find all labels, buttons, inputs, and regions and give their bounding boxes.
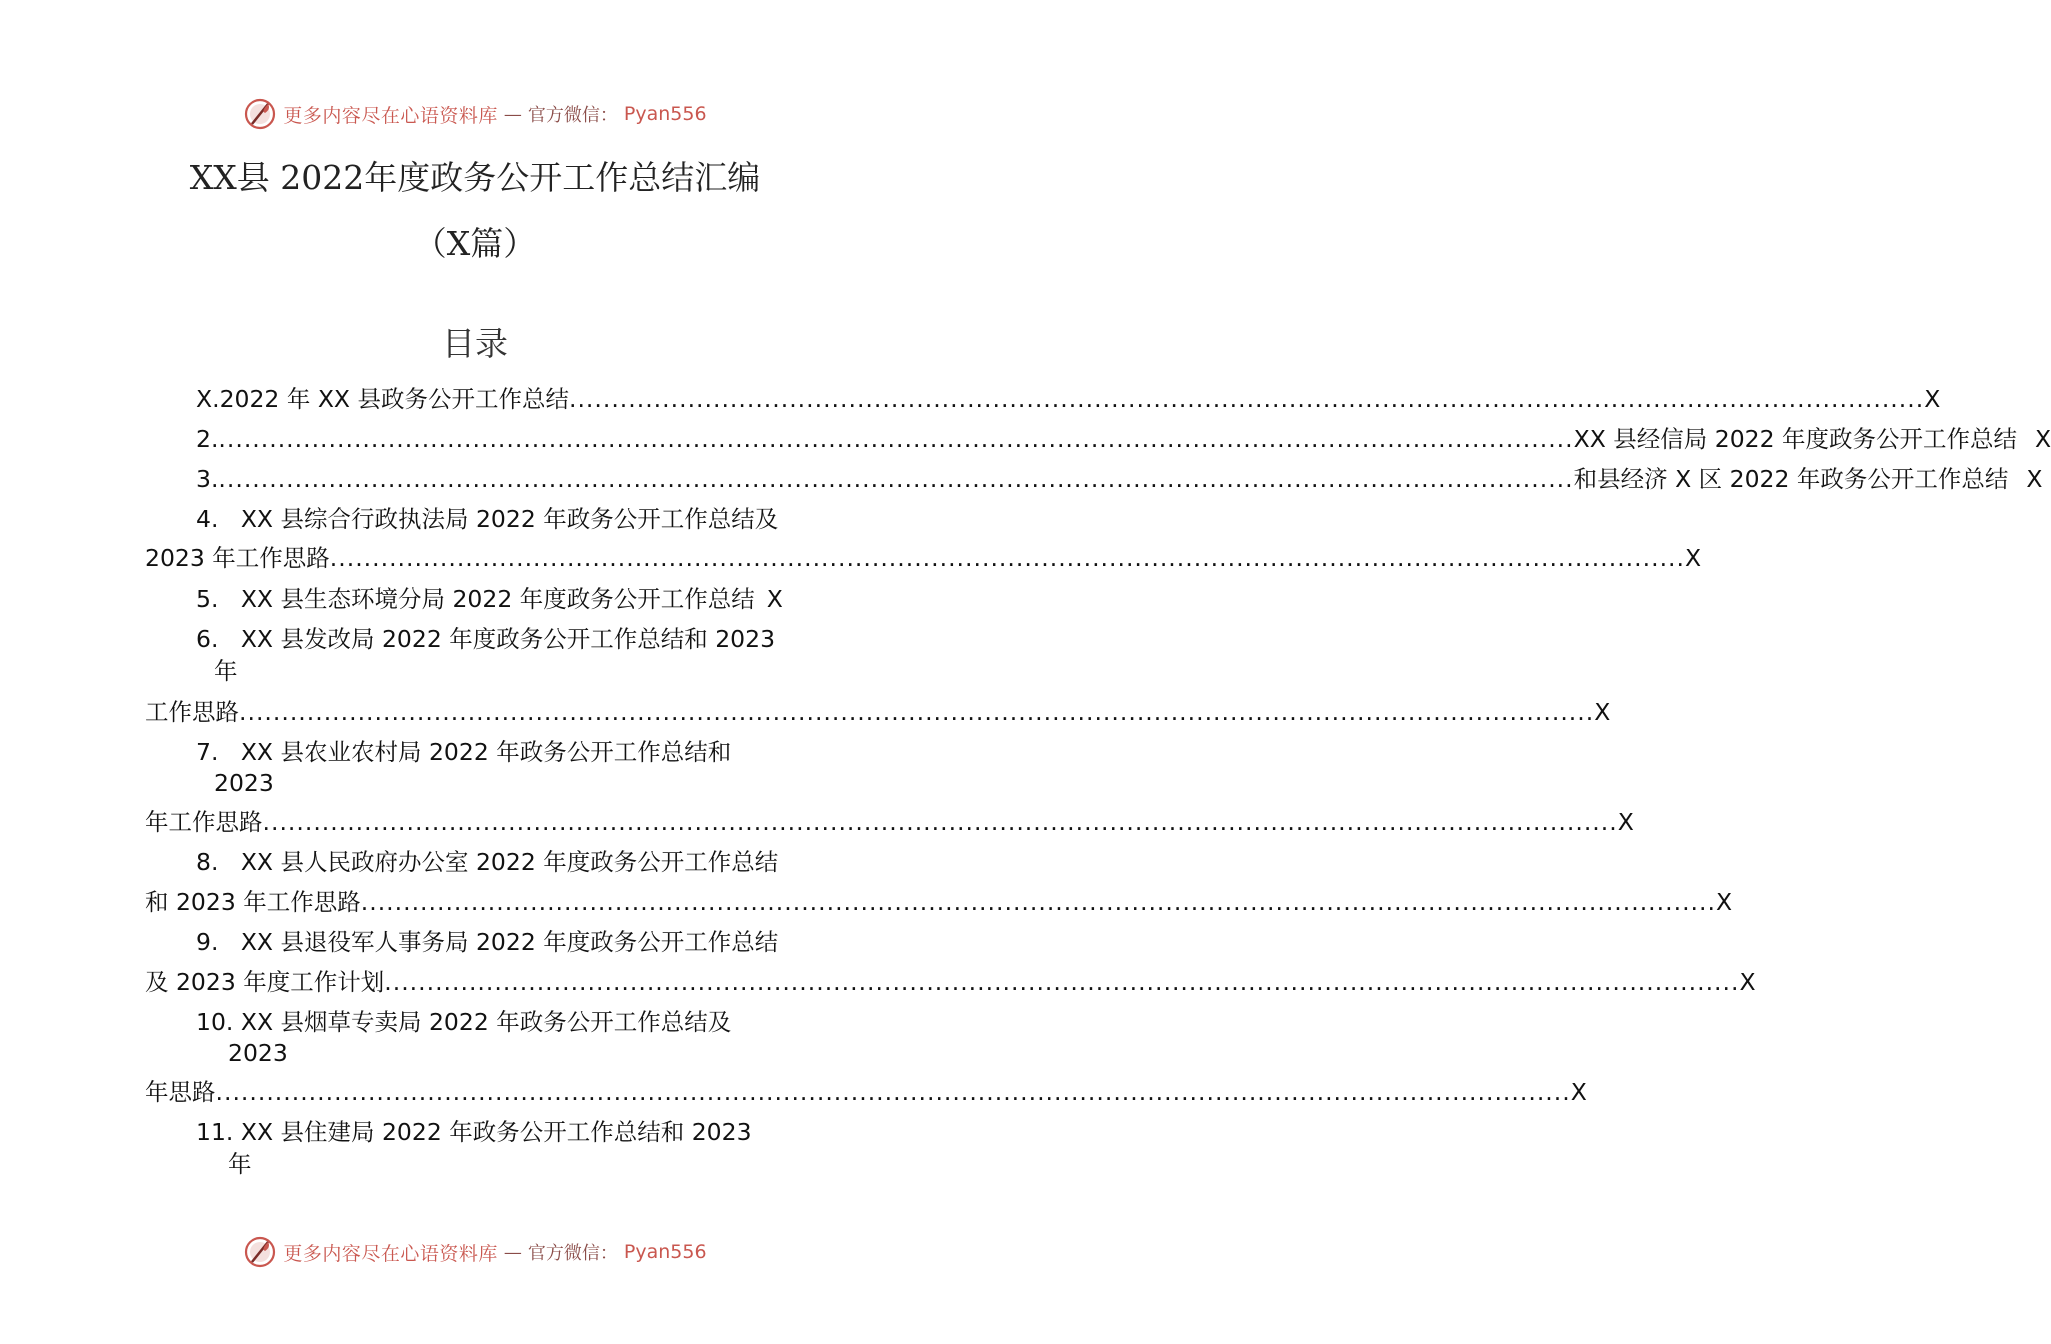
toc-page-number: X [2035, 425, 2051, 453]
toc-entry-text: 2023 年工作思路 [145, 544, 330, 572]
toc-entry-number: 2. [196, 425, 219, 453]
toc-entry-4-line2[interactable] [145, 543, 1702, 573]
toc-entry-text: XX 县经信局 2022 年度政务公开工作总结 [1573, 425, 2018, 453]
toc-page-number: X [766, 585, 783, 613]
toc-page-number: X [1617, 808, 1634, 836]
toc-heading: 目录 [442, 324, 508, 363]
watermark-dash: — [503, 103, 522, 125]
toc-leader-dots: ................................................................................................................................................................ [360, 888, 1716, 916]
document-title: XX县 2022年度政务公开工作总结汇编 [189, 158, 761, 197]
toc-page-number: X [1594, 698, 1611, 726]
toc-entry-6-line1[interactable]: 6. XX 县发改局 2022 年度政务公开工作总结和 2023 [196, 625, 776, 653]
toc-entry-5[interactable] [196, 584, 783, 614]
toc-entry-7-line2: 2023 [214, 769, 274, 797]
watermark-wechat-id: Pyan556 [623, 103, 707, 125]
toc-entry-text: 5. XX 县生态环境分局 2022 年度政务公开工作总结 [196, 585, 755, 613]
document-subtitle: （X篇） [413, 224, 537, 263]
toc-entry-10-line1[interactable]: 10. XX 县烟草专卖局 2022 年政务公开工作总结及 [196, 1008, 732, 1036]
watermark-wechat-label: 官方微信： [527, 1243, 618, 1264]
toc-entry-text: 年工作思路 [145, 808, 263, 836]
quill-logo-icon [243, 1235, 277, 1269]
toc-leader-dots: ................................................................................................................................................................ [218, 425, 1574, 453]
toc-entry-6-line2: 年 [214, 657, 238, 685]
toc-leader-dots: ................................................................................................................................................................ [384, 968, 1740, 996]
toc-entry-text: 年思路 [145, 1078, 216, 1106]
toc-entry-number: 3. [196, 465, 219, 493]
watermark-wechat-label: 官方微信： [527, 105, 618, 126]
toc-entry-11-line1[interactable]: 11. XX 县住建局 2022 年政务公开工作总结和 2023 [196, 1118, 752, 1146]
toc-entry-9-line2[interactable] [145, 967, 1756, 997]
toc-leader-dots: ................................................................................................................................................................ [218, 465, 1574, 493]
toc-entry-text: X.2022 年 XX 县政务公开工作总结 [196, 385, 569, 413]
toc-entry-text: 和县经济 X 区 2022 年政务公开工作总结 [1573, 465, 2009, 493]
toc-entry-10-line3[interactable] [145, 1077, 1587, 1107]
toc-page-number: X [1739, 968, 1756, 996]
toc-page-number: X [2026, 465, 2043, 493]
toc-leader-dots: ................................................................................................................................................................ [329, 544, 1685, 572]
toc-page-number: X [1924, 385, 1941, 413]
toc-leader-dots: ................................................................................................................................................................ [239, 698, 1595, 726]
toc-entry-text: 及 2023 年度工作计划 [145, 968, 385, 996]
footer-watermark [0, 1232, 950, 1272]
toc-page-number: X [1715, 888, 1733, 916]
toc-entry-9-line1[interactable]: 9. XX 县退役军人事务局 2022 年度政务公开工作总结 [196, 928, 779, 956]
toc-entry-7-line3[interactable] [145, 807, 1634, 837]
toc-entry-2[interactable] [196, 424, 2051, 454]
toc-entry-11-line2: 年 [228, 1150, 252, 1178]
watermark-dash: — [503, 1241, 522, 1263]
toc-page-number: X [1570, 1078, 1587, 1106]
toc-entry-text: 和 2023 年工作思路 [145, 888, 361, 916]
toc-entry-3[interactable] [196, 464, 2043, 494]
toc-entry-4-line1[interactable]: 4. XX 县综合行政执法局 2022 年政务公开工作总结及 [196, 505, 779, 533]
toc-leader-dots: ................................................................................................................................................................ [262, 808, 1618, 836]
toc-leader-dots: ................................................................................................................................................................ [215, 1078, 1571, 1106]
watermark-text: 更多内容尽在心语资料库 [283, 104, 498, 127]
header-watermark [0, 94, 950, 134]
watermark-wechat-id: Pyan556 [623, 1241, 707, 1263]
toc-entry-7-line1[interactable]: 7. XX 县农业农村局 2022 年政务公开工作总结和 [196, 738, 732, 766]
toc-entry-1[interactable] [196, 384, 1941, 414]
toc-entry-6-line3[interactable] [145, 697, 1611, 727]
quill-logo-icon [243, 97, 277, 131]
toc-entry-8-line1[interactable]: 8. XX 县人民政府办公室 2022 年度政务公开工作总结 [196, 848, 779, 876]
toc-entry-8-line2[interactable] [145, 887, 1733, 917]
toc-entry-10-line2: 2023 [228, 1039, 288, 1067]
toc-leader-dots: ................................................................................................................................................................ [568, 385, 1925, 413]
watermark-text: 更多内容尽在心语资料库 [283, 1242, 498, 1265]
toc-entry-text: 工作思路 [145, 698, 239, 726]
toc-page-number: X [1684, 544, 1702, 572]
